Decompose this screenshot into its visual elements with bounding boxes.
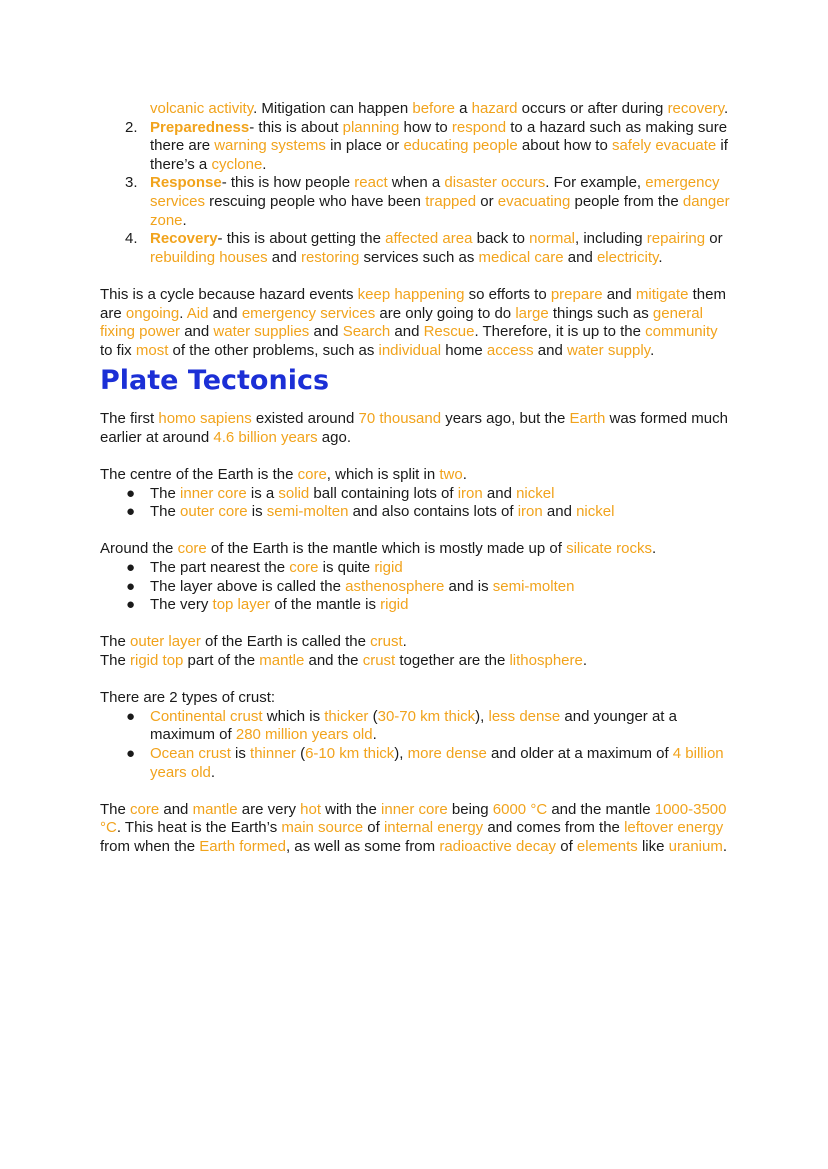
highlighted-term: keep happening	[357, 285, 465, 303]
text-run: - this is how people	[221, 174, 355, 192]
text-run: There are 2 types of crust:	[100, 689, 276, 707]
list-item-preparedness	[100, 119, 730, 175]
text-run: .	[179, 304, 187, 322]
highlighted-term: Ocean crust	[150, 745, 231, 762]
highlighted-term: top layer	[212, 596, 271, 614]
highlighted-term: access	[486, 341, 534, 359]
highlighted-term: respond	[451, 118, 507, 136]
highlighted-term: before	[412, 100, 455, 117]
highlighted-term: leftover energy	[624, 819, 724, 837]
highlighted-term: prepare	[550, 285, 603, 303]
text-run: in place or	[325, 137, 404, 155]
highlighted-term: mantle	[259, 652, 305, 670]
highlighted-term: two	[439, 466, 463, 484]
highlighted-term: general fixing power	[100, 304, 703, 341]
highlighted-term: Recovery	[150, 230, 218, 248]
highlighted-term: individual	[378, 341, 442, 359]
highlighted-term: 30-70 km thick	[377, 707, 476, 725]
text-run: back to	[472, 230, 530, 248]
list-number: 3.	[125, 174, 138, 192]
text-run: and	[533, 341, 567, 359]
bullet-item	[100, 596, 730, 615]
cycle-steps-list	[100, 119, 730, 268]
highlighted-term: elements	[576, 837, 638, 855]
text-run: . This heat is the Earth’s	[116, 819, 282, 837]
highlighted-term: radioactive decay	[439, 837, 557, 855]
core-paragraph	[100, 466, 730, 485]
text-run: like	[637, 837, 669, 855]
highlighted-term: large	[515, 304, 549, 322]
text-run: being	[447, 800, 493, 818]
text-run: and	[602, 285, 636, 303]
text-run: or	[705, 230, 723, 248]
text-run: together are the	[395, 652, 510, 670]
text-run: , which is split in	[326, 466, 440, 484]
highlighted-term: crust	[362, 652, 396, 670]
text-run: (	[368, 707, 378, 725]
text-run: of the Earth is the mantle which is mostly made up of	[206, 540, 567, 558]
highlighted-term: 6000 °C	[492, 800, 548, 818]
document-body	[100, 100, 730, 857]
bullet-dot-icon: ●	[126, 745, 136, 762]
crust-bullet-list	[100, 708, 730, 782]
text-run: The layer above is called the	[150, 577, 346, 595]
text-run: a	[454, 100, 472, 117]
text-run: and	[390, 323, 424, 341]
highlighted-term: more dense	[407, 745, 487, 762]
text-run: .	[372, 726, 377, 744]
bullet-text	[150, 708, 677, 744]
highlighted-term: Earth	[569, 410, 606, 428]
highlighted-term: trapped	[425, 192, 477, 210]
list-item-recovery	[100, 230, 730, 267]
highlighted-term: core	[289, 559, 319, 577]
homo-sapiens-paragraph	[100, 410, 730, 447]
list-item-text	[150, 230, 723, 266]
highlighted-term: Continental crust	[150, 707, 263, 725]
text-run: .	[651, 540, 657, 558]
text-run: of	[363, 819, 384, 837]
bullet-dot-icon: ●	[126, 503, 136, 521]
text-run: , as well as some from	[285, 837, 440, 855]
text-run: .	[402, 633, 407, 651]
highlighted-term: volcanic activity	[150, 100, 254, 117]
list-item-text	[150, 174, 730, 228]
text-run: are only going to do	[375, 304, 516, 322]
text-run: and also contains lots of	[348, 503, 518, 521]
highlighted-term: recovery	[667, 100, 724, 117]
bullet-dot-icon: ●	[126, 577, 136, 595]
highlighted-term: emergency services	[241, 304, 376, 322]
highlighted-term: mitigate	[635, 285, 689, 303]
lithosphere-paragraph	[100, 652, 730, 671]
bullet-text	[150, 745, 724, 781]
text-run: and comes from the	[483, 819, 625, 837]
highlighted-term: community	[645, 323, 718, 341]
text-run: of the Earth is called the	[200, 633, 371, 651]
highlighted-term: affected area	[385, 230, 473, 248]
highlighted-term: safely evacuate	[611, 137, 717, 155]
highlighted-term: Earth formed	[199, 837, 286, 855]
text-run: .	[658, 248, 663, 266]
mantle-bullet-list	[100, 559, 730, 615]
highlighted-term: semi-molten	[492, 577, 575, 595]
text-run: home	[441, 341, 487, 359]
highlighted-term: nickel	[576, 503, 615, 521]
highlighted-term: uranium	[668, 837, 723, 855]
text-run: The	[100, 800, 131, 818]
highlighted-term: crust	[370, 633, 403, 651]
text-run: . Mitigation can happen	[253, 100, 413, 117]
text-run: The part nearest the	[150, 559, 290, 577]
text-run: which is	[262, 707, 325, 725]
text-run: occurs or after during	[517, 100, 668, 117]
text-run: (	[295, 745, 306, 762]
text-run: services such as	[359, 248, 479, 266]
text-run: of the mantle is	[270, 596, 381, 614]
text-run: how to	[399, 118, 452, 136]
text-run: people from the	[570, 192, 683, 210]
highlighted-term: inner core	[180, 484, 247, 502]
text-run: is	[247, 503, 267, 521]
highlighted-term: rigid	[380, 596, 409, 614]
text-run: is	[230, 745, 251, 762]
text-run: about how to	[517, 137, 612, 155]
bullet-text	[150, 578, 574, 595]
highlighted-term: 4.6 billion years	[213, 428, 318, 446]
highlighted-term: ongoing	[125, 304, 180, 322]
text-run: of	[556, 837, 577, 855]
text-run: The first	[100, 410, 159, 428]
highlighted-term: evacuating	[497, 192, 571, 210]
text-run: to a hazard such as making sure there are	[150, 118, 728, 155]
text-run: and	[309, 323, 343, 341]
text-run: The centre of the Earth is the	[100, 466, 298, 484]
text-run: The	[100, 652, 131, 670]
highlighted-term: medical care	[478, 248, 564, 266]
text-run: .	[182, 211, 187, 229]
text-run: and	[159, 800, 193, 818]
highlighted-term: Response	[150, 174, 222, 192]
highlighted-term: educating people	[403, 137, 518, 155]
text-run: . For example,	[545, 174, 646, 192]
highlighted-term: semi-molten	[266, 503, 349, 521]
text-run: rescuing people who have been	[205, 192, 426, 210]
highlighted-term: emergency services	[150, 174, 720, 210]
text-run: and the	[304, 652, 363, 670]
bullet-text	[150, 559, 403, 576]
bullet-dot-icon: ●	[126, 484, 136, 502]
text-run: are very	[237, 800, 301, 818]
list-item-text	[150, 119, 728, 173]
text-run: and younger at a maximum of	[150, 707, 677, 744]
bullet-item	[100, 745, 730, 782]
text-run: The	[150, 503, 181, 521]
text-run: .	[262, 155, 267, 173]
text-run: is quite	[318, 559, 375, 577]
highlighted-term: 4 billion years old	[150, 745, 724, 781]
bullet-item	[100, 708, 730, 745]
bullet-dot-icon: ●	[126, 559, 136, 577]
text-run: or	[476, 192, 498, 210]
text-run: and the mantle	[547, 800, 655, 818]
bullet-item	[100, 485, 730, 504]
highlighted-term: thinner	[250, 745, 296, 762]
text-run: Around the	[100, 540, 178, 558]
highlighted-term: solid	[278, 484, 310, 502]
highlighted-term: restoring	[300, 248, 360, 266]
text-run: . Therefore, it is up to the	[474, 323, 646, 341]
text-run: so efforts to	[464, 285, 551, 303]
highlighted-term: outer layer	[130, 633, 201, 651]
highlighted-term: asthenosphere	[345, 577, 445, 595]
text-run: ball containing lots of	[309, 484, 458, 502]
text-run: of the other problems, such as	[168, 341, 379, 359]
text-run: and	[542, 503, 577, 521]
highlighted-term: core	[130, 800, 160, 818]
text-run: .	[462, 466, 467, 484]
text-run: - this is about	[249, 118, 343, 136]
text-run: , including	[575, 230, 647, 248]
highlighted-term: less dense	[488, 707, 561, 725]
text-run: and	[208, 304, 242, 322]
highlighted-term: Preparedness	[150, 118, 250, 136]
highlighted-term: iron	[457, 484, 483, 502]
crust-types-paragraph	[100, 689, 730, 708]
highlighted-term: cyclone	[211, 155, 263, 173]
highlighted-term: hot	[300, 800, 321, 818]
text-run: years ago, but the	[441, 410, 570, 428]
mantle-paragraph	[100, 540, 730, 559]
text-run: part of the	[183, 652, 260, 670]
highlighted-term: water supply	[566, 341, 651, 359]
list-number: 2.	[125, 118, 138, 136]
text-run: and older at a maximum of	[486, 745, 673, 762]
highlighted-term: disaster occurs	[444, 174, 546, 192]
heat-paragraph	[100, 801, 730, 857]
text-run: and	[482, 484, 517, 502]
highlighted-term: Rescue	[423, 323, 475, 341]
highlighted-term: hazard	[471, 100, 518, 117]
text-run: .	[582, 652, 588, 670]
highlighted-term: most	[135, 341, 169, 359]
highlighted-term: rigid top	[130, 652, 184, 670]
text-run: .	[722, 837, 728, 855]
text-run: The	[100, 633, 131, 651]
highlighted-term: internal energy	[383, 819, 484, 837]
text-run: ),	[394, 745, 408, 762]
highlighted-term: thicker	[324, 707, 369, 725]
highlighted-term: Aid	[186, 304, 209, 322]
highlighted-term: mantle	[192, 800, 238, 818]
bullet-item	[100, 578, 730, 597]
highlighted-term: core	[177, 540, 207, 558]
text-run: them are	[100, 285, 726, 322]
text-run: .	[723, 100, 729, 117]
highlighted-term: 70 thousand	[358, 410, 442, 428]
bullet-text	[150, 485, 554, 502]
section-title: Plate Tectonics	[100, 365, 330, 397]
text-run: This is a cycle because hazard events	[100, 285, 358, 303]
highlighted-term: main source	[281, 819, 364, 837]
text-run: ago.	[317, 428, 352, 446]
highlighted-term: lithosphere	[509, 652, 583, 670]
text-run: - this is about getting the	[217, 230, 386, 248]
text-run: .	[650, 341, 655, 359]
highlighted-term: repairing	[646, 230, 706, 248]
crust-paragraph	[100, 633, 730, 652]
bullet-item	[100, 503, 730, 522]
text-run: with the	[321, 800, 382, 818]
highlighted-term: outer core	[180, 503, 248, 521]
text-run: ),	[475, 707, 489, 725]
text-run: when a	[387, 174, 445, 192]
highlighted-term: inner core	[381, 800, 448, 818]
text-run: and	[267, 248, 301, 266]
highlighted-term: react	[354, 174, 388, 192]
bullet-text	[150, 503, 614, 520]
text-run: from when the	[100, 837, 200, 855]
text-run: if there’s a	[150, 137, 728, 173]
text-run: and is	[444, 577, 493, 595]
highlighted-term: electricity	[596, 248, 659, 266]
highlighted-term: homo sapiens	[158, 410, 252, 428]
bullet-dot-icon: ●	[126, 596, 136, 614]
text-run: The very	[150, 596, 213, 614]
text-run: was formed much earlier at around	[100, 410, 728, 446]
list-number: 4.	[125, 230, 138, 248]
text-run: existed around	[251, 410, 359, 428]
highlighted-term: rigid	[374, 559, 403, 577]
bullet-item	[100, 559, 730, 578]
cycle-paragraph	[100, 286, 730, 360]
list-item-response	[100, 174, 730, 230]
highlighted-term: core	[297, 466, 327, 484]
text-run: and	[563, 248, 597, 266]
highlighted-term: rebuilding houses	[150, 248, 268, 266]
text-run: things such as	[548, 304, 653, 322]
highlighted-term: 6-10 km thick	[305, 745, 395, 762]
text-run: The	[150, 484, 181, 502]
bullet-dot-icon: ●	[126, 707, 136, 725]
list-item-continuation	[100, 100, 730, 119]
highlighted-term: danger zone	[150, 192, 730, 229]
highlighted-term: normal	[529, 230, 576, 248]
text-run: .	[210, 763, 216, 781]
highlighted-term: iron	[517, 503, 543, 521]
highlighted-term: silicate rocks	[566, 540, 652, 558]
text-run: and	[180, 323, 214, 341]
text-run: to fix	[100, 341, 136, 359]
highlighted-term: warning systems	[214, 137, 326, 155]
highlighted-term: 1000-3500 °C	[100, 800, 727, 837]
core-bullet-list	[100, 485, 730, 522]
text-run: is a	[246, 484, 279, 502]
highlighted-term: planning	[342, 118, 400, 136]
highlighted-term: Search	[342, 323, 391, 341]
highlighted-term: water supplies	[213, 323, 310, 341]
highlighted-term: 280 million years old	[235, 726, 373, 744]
bullet-text	[150, 596, 409, 613]
highlighted-term: nickel	[516, 484, 555, 502]
